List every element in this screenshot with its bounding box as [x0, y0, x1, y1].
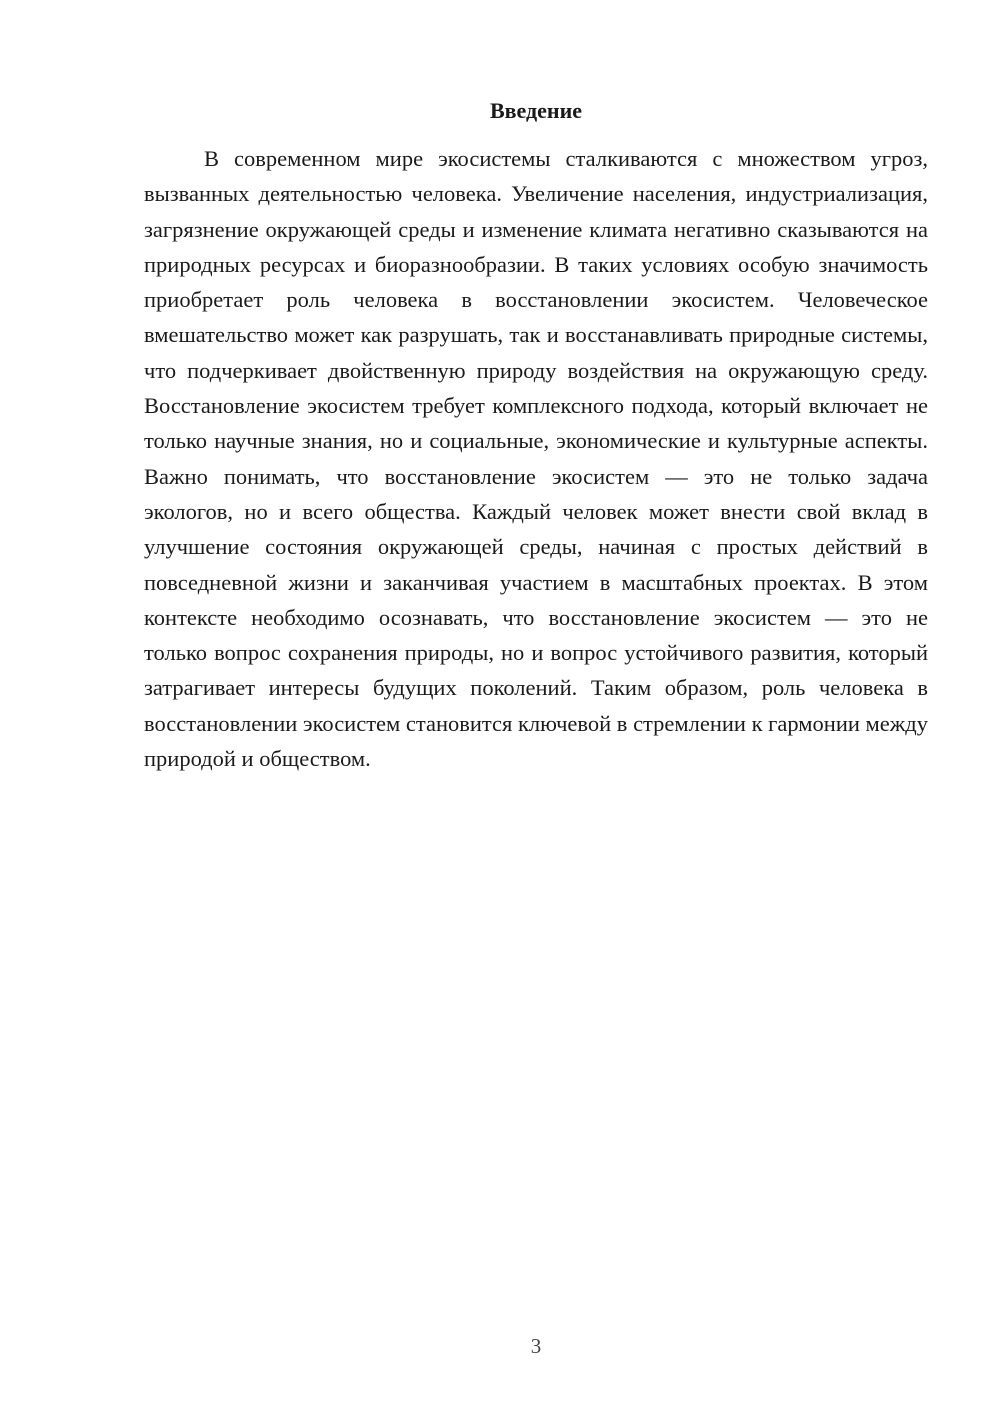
introduction-paragraph: В современном мире экосистемы сталкиваются с множеством угроз, вызванных деятельностью человека. Увеличение населения, индустриализация, загрязнение окружающей среды и изменение климата негативно сказываются на природных ресурсах и биоразнообразии. В таких условиях особую значимость приобретает роль человека в восстановлении экосистем. Человеческое вмешательство может как разрушать, так и восстанавливать природные системы, что подчеркивает двойственную природу воздействия на окружающую среду. Восстановление экосистем требует комплексного подхода, который включает не только научные знания, но и социальные, экономические и культурные аспекты. Важно понимать, что восстановление экосистем — это не только задача экологов, но и всего общества. Каждый человек может внести свой вклад в улучшение состояния окружающей среды, начиная с простых действий в повседневной жизни и заканчивая участием в масштабных проектах. В этом контексте необходимо осознавать, что восстановление экосистем — это не только вопрос сохранения природы, но и вопрос устойчивого развития, который затрагивает интересы будущих поколений. Таким образом, роль человека в восстановлении экосистем становится ключевой в стремлении к гармонии между природой и обществом. [144, 146, 928, 772]
page-number: 3 [530, 1334, 542, 1358]
section-heading: Введение [489, 98, 583, 123]
